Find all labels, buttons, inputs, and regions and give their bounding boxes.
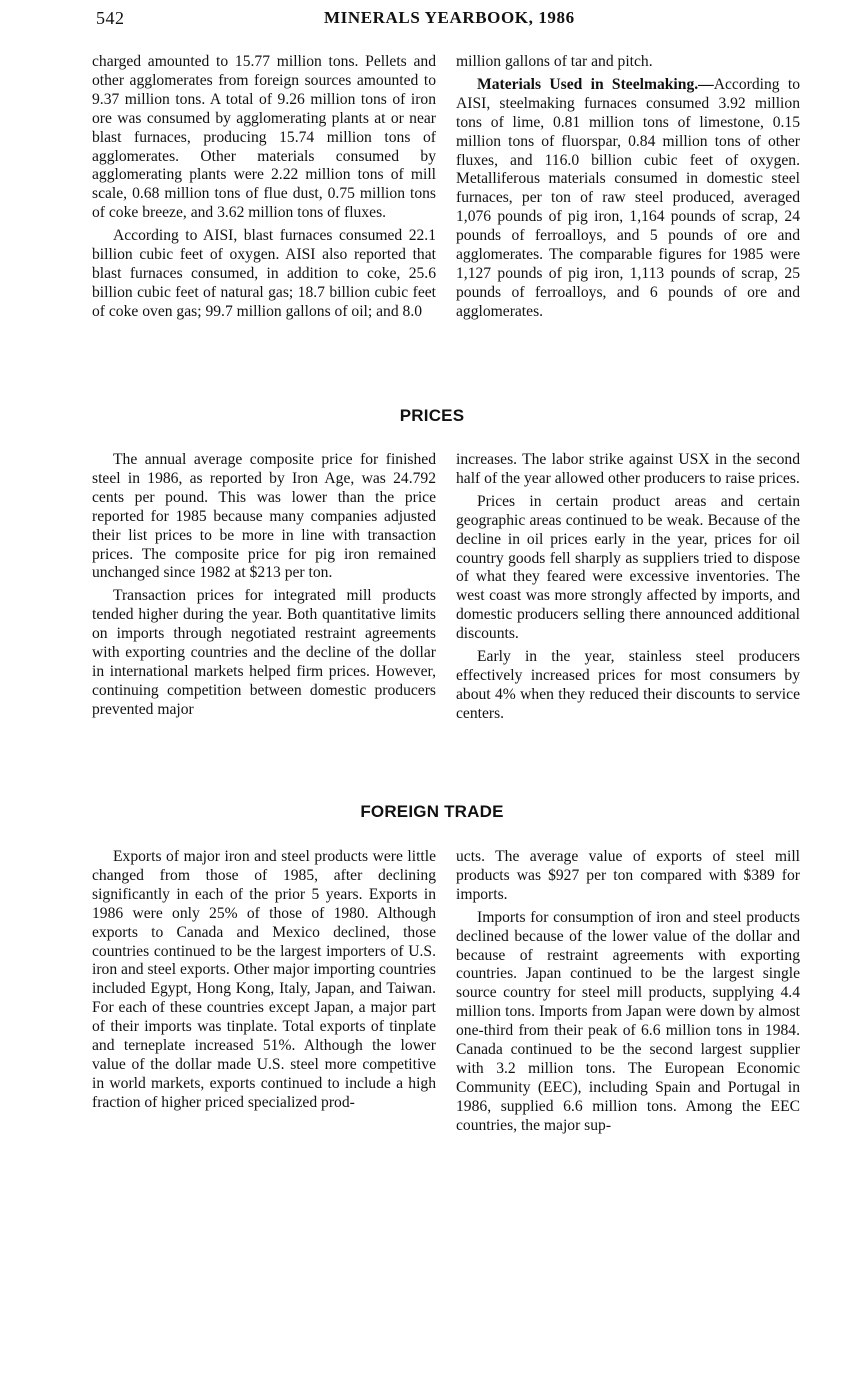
paragraph: increases. The labor strike against USX in the second half of the year allowed other producers to raise prices. <box>456 451 800 487</box>
paragraph: Early in the year, stainless steel producers effectively increased prices for most consumers by about 4% when they reduced their discounts to service centers. <box>456 648 800 722</box>
paragraph: charged amounted to 15.77 million tons. Pellets and other agglomerates from foreign sources amounted to 9.37 million tons. A total of 9.26 million tons of iron ore was consumed by agglomerating plants at or near blast furnaces, producing 15.74 million tons of agglomerates. Other materials consumed by agglomerating plants were 2.22 million tons of mill scale, 0.68 million tons of flue dust, 0.75 million tons of coke breeze, and 3.62 million tons of fluxes. <box>92 53 436 222</box>
paragraph: ucts. The average value of exports of steel mill products was $927 per ton compared with $389 for imports. <box>456 848 800 903</box>
prices-right-column <box>456 451 800 724</box>
paragraph: Imports for consumption of iron and steel products declined because of the lower value of the dollar and because of restraint agreements with exporting countries. Japan continued to be the largest single source country for steel mill products, supplying 4.4 million tons. Imports from Japan were down by almost one-third from their peak of 6.6 million tons in 1984. Canada continued to be the second largest supplier with 3.2 million tons. The European Economic Community (EEC), including Spain and Portugal in 1986, supplied 6.6 million tons. Among the EEC countries, the major sup- <box>456 908 800 1134</box>
foreign-trade-left-column <box>92 848 436 1113</box>
paragraph: Transaction prices for integrated mill products tended higher during the year. Both quantitative limits on imports through negotiated restraint agreements with exporting countries and the decline of the dollar in international markets helped firm prices. However, continuing competition between domestic producers prevented major <box>92 587 436 718</box>
paragraph <box>456 76 800 322</box>
section-heading-prices: PRICES <box>399 406 465 425</box>
top-right-column <box>456 53 800 322</box>
run-in-text: According to AISI, steelmaking furnaces consumed 3.92 million tons of lime, 0.81 million tons of limestone, 0.15 million tons of fluorspar, 0.84 million tons of other fluxes, and 116.0 billion cubic feet of oxygen. Metalliferous materials consumed in domestic steel furnaces, per ton of raw steel produced, averaged 1,076 pounds of pig iron, 1,164 pounds of scrap, 24 pounds of ferroalloys, and 5 pounds of ore and agglomerates. The comparable figures for 1985 were 1,127 pounds of pig iron, 1,113 pounds of scrap, 25 pounds of ferroalloys, and 6 pounds of ore and agglomerates. <box>456 75 800 320</box>
paragraph: Exports of major iron and steel products were little changed from those of 1985, after declining significantly in each of the prior 5 years. Exports in 1986 were only 25% of those of 1980. Although exports to Canada and Mexico declined, those countries continued to be the largest importers of U.S. iron and steel exports. Other major importing countries included Egypt, Hong Kong, Italy, Japan, and Taiwan. For each of these countries except Japan, a major part of their imports was tinplate. Total exports of tinplate and terneplate increased 51%. Although the lower value of the dollar made U.S. steel more competitive in world markets, exports continued to include a high fraction of higher priced specialized prod- <box>92 848 436 1111</box>
paragraph: The annual average composite price for finished steel in 1986, as reported by Iron Age, was 24.792 cents per pound. This was lower than the price reported for 1985 because many companies adjusted their list prices to be more in line with transaction prices. The composite price for pig iron remained unchanged since 1982 at $213 per ton. <box>92 451 436 582</box>
page-header <box>92 6 772 32</box>
foreign-trade-right-column <box>456 848 800 1136</box>
paragraph: Prices in certain product areas and certain geographic areas continued to be weak. Because of the decline in oil prices early in the year, prices for oil country goods fell sharply as suppliers tried to dispose of what they feared were excessive inventories. The west coast was more strongly affected by imports, and domestic producers selling there announced additional discounts. <box>456 492 800 643</box>
paragraph: According to AISI, blast furnaces consumed 22.1 billion cubic feet of oxygen. AISI also reported that blast furnaces consumed, in addition to coke, 25.6 billion cubic feet of natural gas; 18.7 billion cubic feet of coke oven gas; 99.7 million gallons of oil; and 8.0 <box>92 227 436 320</box>
prices-left-column <box>92 451 436 720</box>
running-title: MINERALS YEARBOOK, 1986 <box>324 8 575 27</box>
run-in-heading: Materials Used in Steelmaking.— <box>477 75 714 93</box>
top-left-column <box>92 53 436 322</box>
paragraph: million gallons of tar and pitch. <box>456 53 653 70</box>
section-heading-foreign-trade: FOREIGN TRADE <box>360 802 504 821</box>
page-number: 542 <box>96 8 125 28</box>
